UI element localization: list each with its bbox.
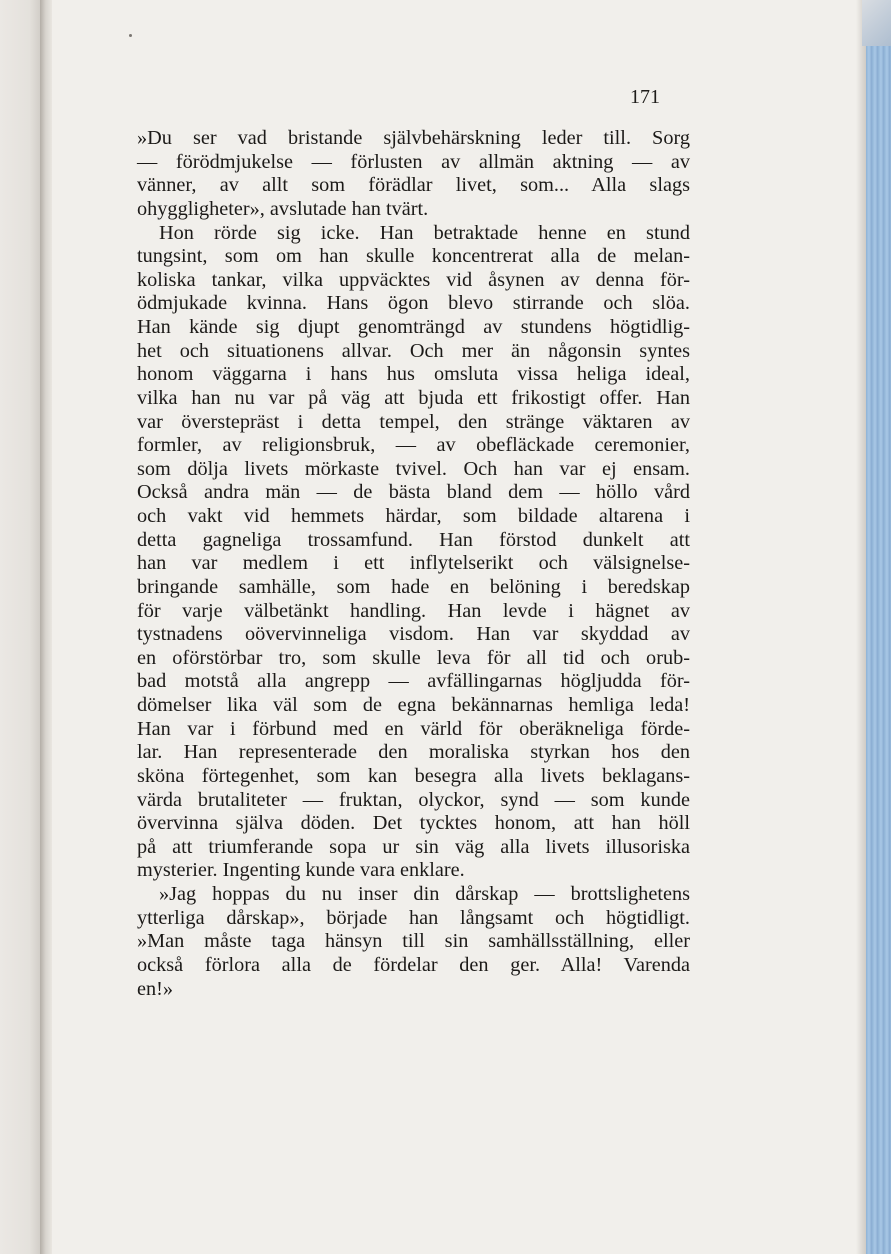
book-cover-edge bbox=[866, 0, 891, 1254]
text-line: tystnadens oövervinneliga visdom. Han var skyddad av bbox=[137, 623, 690, 646]
text-line: värda brutaliteter — fruktan, olyckor, synd — som kunde bbox=[137, 788, 690, 811]
text-line: — förödmjukelse — förlusten av allmän aktning — av bbox=[137, 150, 690, 173]
text-line: bad motstå alla angrepp — avfällingarnas högljudda för- bbox=[137, 670, 690, 693]
text-line: »Du ser vad bristande självbehärskning leder till. Sorg bbox=[137, 127, 690, 149]
text-line: Också andra män — de bästa bland dem — höllo vård bbox=[137, 481, 690, 504]
text-line: lar. Han representerade den moraliska styrkan hos den bbox=[137, 741, 690, 764]
text-line: och vakt vid hemmets härdar, som bildade altarena i bbox=[137, 505, 690, 527]
left-page-edge bbox=[0, 0, 42, 1254]
text-line: koliska tankar, vilka uppväcktes vid åsynen av denna för- bbox=[137, 268, 690, 291]
text-line: sköna förtegenhet, som kan besegra alla livets beklagans- bbox=[137, 764, 690, 787]
text-line: på att triumferande sopa ur sin väg alla livets illusoriska bbox=[137, 835, 690, 858]
text-line: mysterier. Ingenting kunde vara enklare. bbox=[137, 859, 465, 882]
text-line: ödmjukade kvinna. Hans ögon blevo stirrande och slöa. bbox=[137, 292, 690, 315]
text-line: ohyggligheter», avslutade han tvärt. bbox=[137, 197, 429, 220]
text-line: för varje välbetänkt handling. Han levde i hägnet av bbox=[137, 599, 690, 622]
text-line: honom väggarna i hans hus omsluta vissa heliga ideal, bbox=[137, 363, 690, 386]
text-line: detta gagneliga trossamfund. Han förstod dunkelt att bbox=[137, 528, 690, 551]
text-line: också förlora alla de fördelar den ger. Alla! Varenda bbox=[137, 953, 690, 976]
cover-corner bbox=[862, 0, 891, 46]
text-line: var överstepräst i detta tempel, den stränge väktaren av bbox=[137, 410, 690, 433]
text-line: Hon rörde sig icke. Han betraktade henne en stund bbox=[159, 221, 690, 244]
text-line: övervinna själva döden. Det tycktes honom, att han höll bbox=[137, 812, 690, 835]
text-line: »Jag hoppas du nu inser din dårskap — brottslighetens bbox=[159, 883, 690, 905]
text-line: Han var i förbund med en värld för oberäkneliga förde- bbox=[137, 717, 690, 740]
text-line: het och situationens allvar. Och mer än någonsin syntes bbox=[137, 339, 690, 362]
paper-speck bbox=[129, 34, 132, 37]
text-line: formler, av religionsbruk, — av obefläckade ceremonier, bbox=[137, 434, 690, 457]
text-line: vänner, av allt som förädlar livet, som... Alla slags bbox=[137, 174, 690, 197]
text-line: dömelser lika väl som de egna bekännarnas hemliga leda! bbox=[137, 694, 690, 716]
body-text bbox=[137, 127, 690, 1001]
text-line: »Man måste taga hänsyn till sin samhällsställning, eller bbox=[137, 930, 690, 953]
text-line: bringande samhälle, som hade en belöning i beredskap bbox=[137, 575, 690, 598]
text-line: ytterliga dårskap», började han långsamt och högtidligt. bbox=[137, 906, 690, 929]
text-line: Han kände sig djupt genomträngd av stundens högtidlig- bbox=[137, 316, 690, 338]
text-line: han var medlem i ett inflytelserikt och välsignelse- bbox=[137, 552, 690, 575]
text-line: en oförstörbar tro, som skulle leva för all tid och orub- bbox=[137, 646, 690, 669]
text-line: vilka han nu var på väg att bjuda ett frikostigt offer. Han bbox=[137, 386, 690, 409]
page-number: 171 bbox=[630, 86, 660, 108]
text-line: som dölja livets mörkaste tvivel. Och han var ej ensam. bbox=[137, 457, 690, 480]
text-line: en!» bbox=[137, 977, 174, 1000]
text-line: tungsint, som om han skulle koncentrerat alla de melan- bbox=[137, 245, 690, 268]
